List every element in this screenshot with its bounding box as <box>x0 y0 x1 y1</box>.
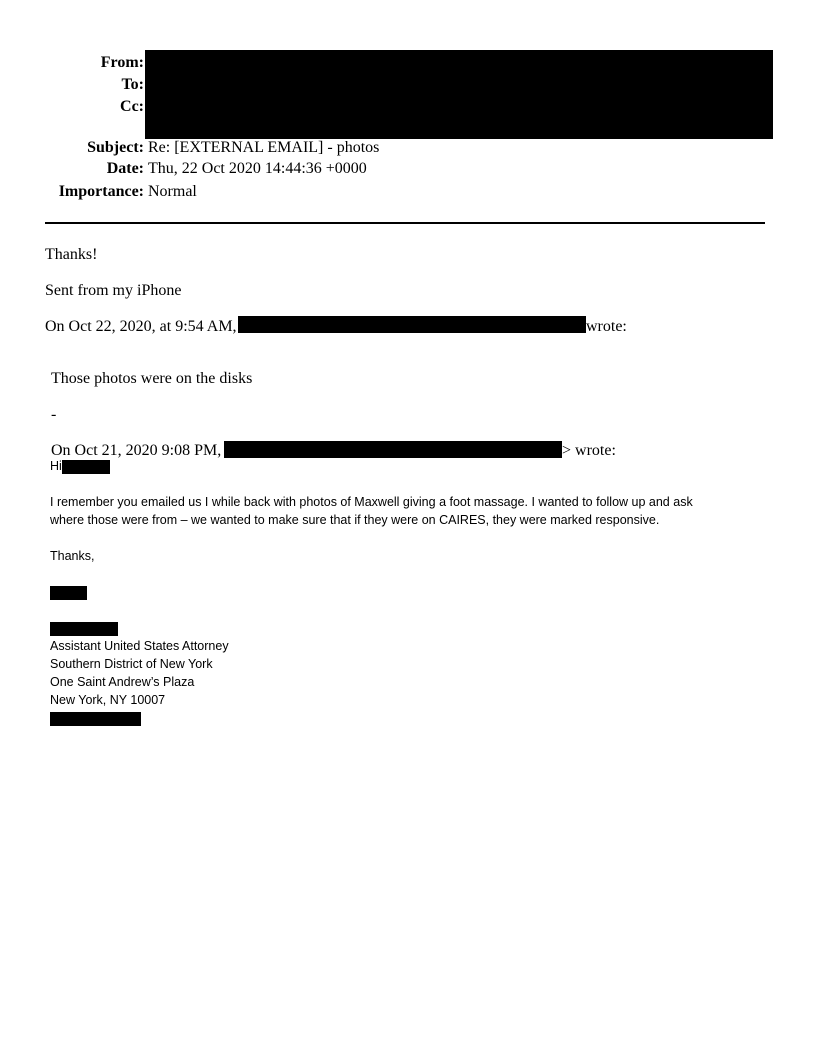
subject-label: Subject: <box>87 139 144 156</box>
date-value: Thu, 22 Oct 2020 14:44:36 +0000 <box>148 160 367 177</box>
to-label: To: <box>121 76 144 93</box>
paragraph-line-1: I remember you emailed us I while back with photos of Maxwell giving a foot massage. I wanted to follow up and ask <box>50 495 693 509</box>
redaction-sender-2 <box>224 441 562 458</box>
quote1-prefix: On Oct 22, 2020, at 9:54 AM, <box>45 318 237 335</box>
signature-title: Assistant United States Attorney <box>50 639 229 653</box>
dash-separator: - <box>51 406 57 423</box>
signature-address-line-1: One Saint Andrew’s Plaza <box>50 675 195 689</box>
paragraph-line-2: where those were from – we wanted to make sure that if they were on CAIRES, they were marked responsive. <box>50 513 660 527</box>
header-divider <box>45 222 765 224</box>
from-label: From: <box>100 54 144 71</box>
importance-value: Normal <box>148 183 197 200</box>
quote1-suffix: wrote: <box>586 318 627 335</box>
reply-text: Those photos were on the disks <box>51 370 253 387</box>
signature-office: Southern District of New York <box>50 657 213 671</box>
device-signature: Sent from my iPhone <box>45 282 182 299</box>
quote2-suffix: > wrote: <box>562 442 616 459</box>
quote2-prefix: On Oct 21, 2020 9:08 PM, <box>51 442 222 459</box>
redaction-recipients <box>145 50 773 139</box>
redaction-sender-1 <box>238 316 586 333</box>
redaction-recipient-name <box>62 460 110 474</box>
date-label: Date: <box>106 160 144 177</box>
greeting: Hi <box>50 459 62 473</box>
signature-address-line-2: New York, NY 10007 <box>50 693 166 707</box>
redaction-signoff-name <box>50 586 87 600</box>
redaction-signature-name <box>50 622 118 636</box>
importance-label: Importance: <box>58 183 144 200</box>
closing-text: Thanks, <box>50 549 95 563</box>
thanks-text: Thanks! <box>45 246 98 263</box>
subject-value: Re: [EXTERNAL EMAIL] - photos <box>148 139 380 156</box>
redaction-phone <box>50 712 141 726</box>
cc-label: Cc: <box>120 98 144 115</box>
